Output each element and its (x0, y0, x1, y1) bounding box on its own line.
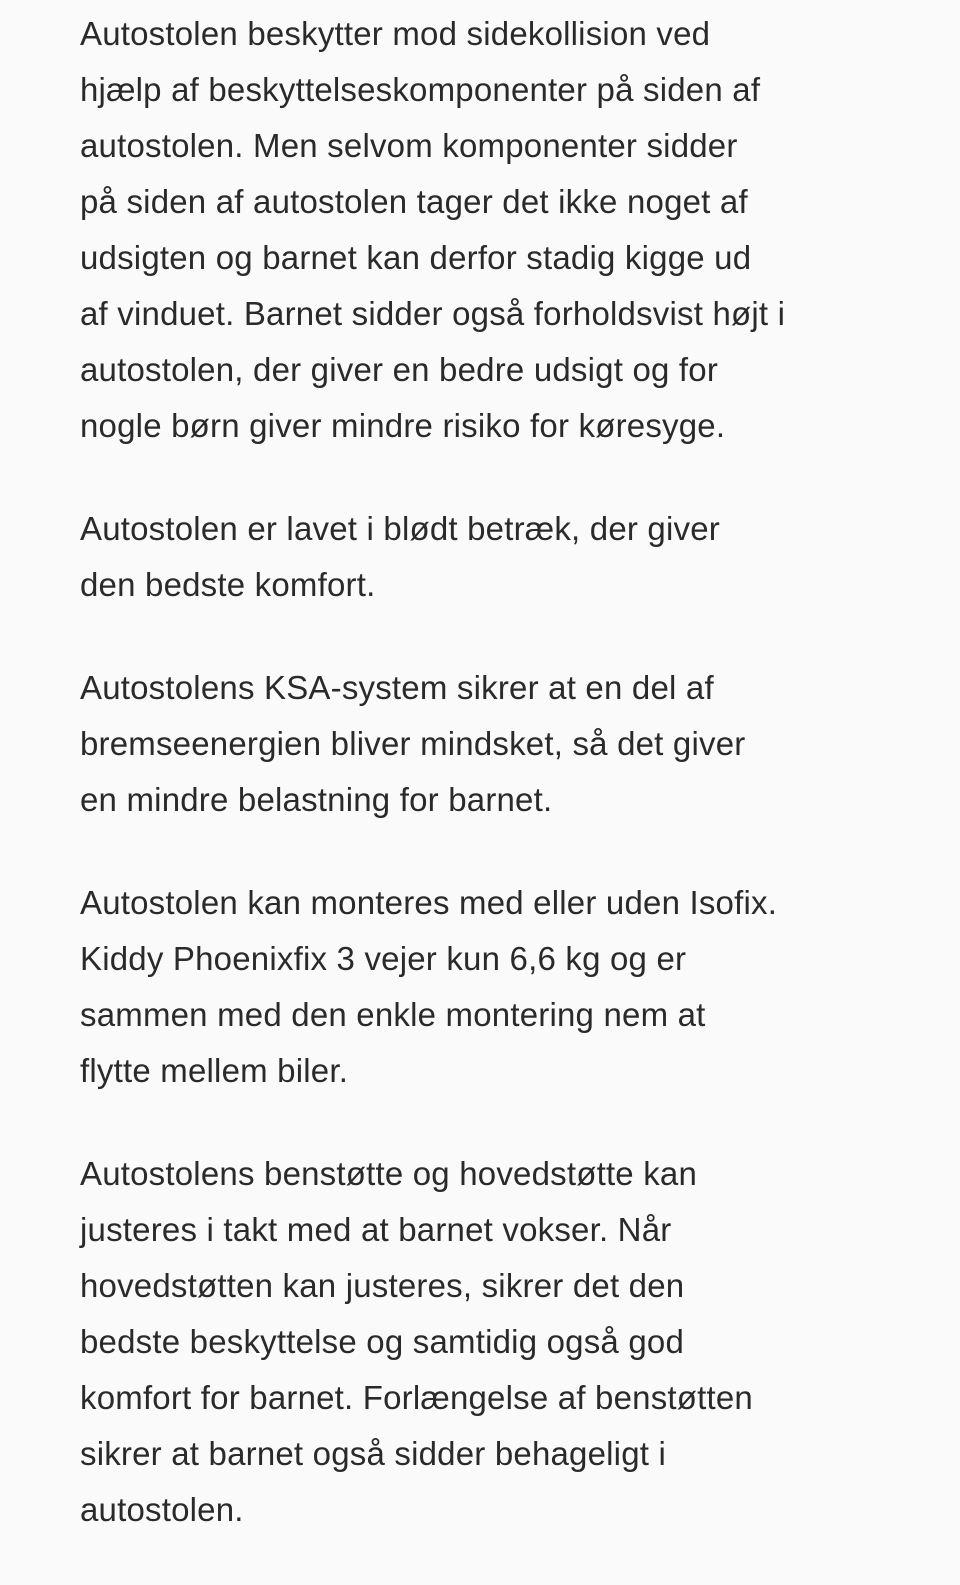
paragraph (80, 660, 940, 828)
text-line: Autostolen kan monteres med eller uden Isofix. (80, 884, 778, 921)
paragraph (80, 6, 940, 454)
text-line: autostolen. Men selvom komponenter sidder (80, 127, 738, 164)
paragraph (80, 1146, 940, 1538)
text-line: nogle børn giver mindre risiko for køresyge. (80, 407, 726, 444)
text-line: sikrer at barnet også sidder behageligt i (80, 1435, 667, 1472)
text-line: Kiddy Phoenixfix 3 vejer kun 6,6 kg og er (80, 940, 687, 977)
article-body (80, 6, 940, 1585)
text-line: bedste beskyttelse og samtidig også god (80, 1323, 685, 1360)
text-line: komfort for barnet. Forlængelse af benstøtten (80, 1379, 753, 1416)
text-line: autostolen, der giver en bedre udsigt og for (80, 351, 719, 388)
paragraph (80, 875, 940, 1099)
text-line: Autostolen beskytter mod sidekollision ved (80, 15, 711, 52)
text-line: en mindre belastning for barnet. (80, 781, 553, 818)
text-line: autostolen. (80, 1491, 244, 1528)
text-line: den bedste komfort. (80, 566, 376, 603)
text-line: Autostolens KSA-system sikrer at en del af (80, 669, 714, 706)
text-line: Autostolens benstøtte og hovedstøtte kan (80, 1155, 698, 1192)
text-line: flytte mellem biler. (80, 1052, 349, 1089)
text-line: udsigten og barnet kan derfor stadig kigge ud (80, 239, 752, 276)
text-line: hovedstøtten kan justeres, sikrer det den (80, 1267, 685, 1304)
text-line: justeres i takt med at barnet vokser. Når (80, 1211, 672, 1248)
paragraph (80, 501, 940, 613)
text-line: på siden af autostolen tager det ikke noget af (80, 183, 748, 220)
text-line: hjælp af beskyttelseskomponenter på siden af (80, 71, 761, 108)
text-line: sammen med den enkle montering nem at (80, 996, 706, 1033)
text-line: bremseenergien bliver mindsket, så det giver (80, 725, 746, 762)
text-line: af vinduet. Barnet sidder også forholdsvist højt i (80, 295, 786, 332)
text-line: Autostolen er lavet i blødt betræk, der giver (80, 510, 720, 547)
